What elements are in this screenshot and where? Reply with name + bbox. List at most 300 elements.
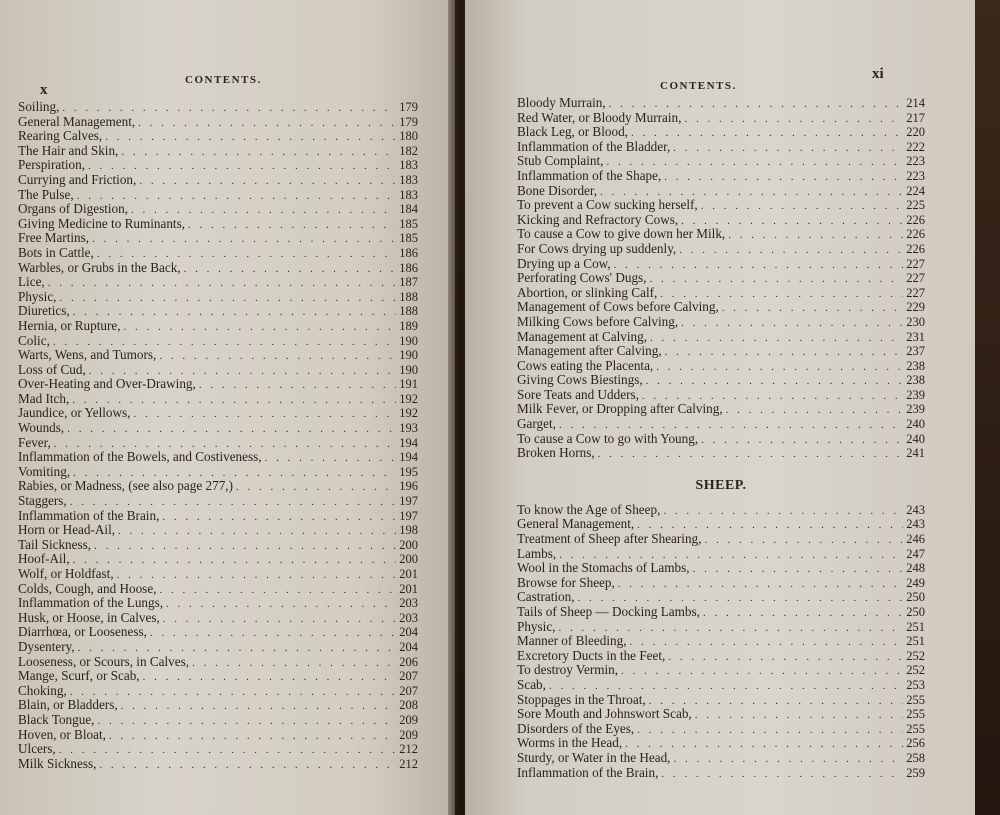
toc-entry-title: Inflammation of the Brain, [517,764,659,780]
toc-entry-page: 197 [399,494,418,509]
toc-entry-title: Diuretics, [18,303,70,319]
toc-entry [18,144,418,159]
toc-entry [18,567,418,582]
toc-entry [517,271,925,286]
toc-entry-title: The Pulse, [18,186,74,202]
dot-leader [118,524,396,539]
toc-entry-title: Fever, [18,434,51,450]
toc-entry [18,582,418,597]
toc-entry-page: 227 [906,285,925,300]
toc-entry-title: Cows eating the Placenta, [517,357,654,373]
toc-entry-title: To cause a Cow to go with Young, [517,430,699,446]
toc-entry-page: 188 [399,304,418,319]
toc-entry [517,213,925,228]
toc-entry-page: 255 [906,692,925,707]
toc-entry-page: 226 [906,212,925,227]
left-running-head: CONTENTS. [185,74,262,86]
toc-entry-page: 201 [399,581,418,596]
toc-entry [18,304,418,319]
toc-entry-page: 208 [399,698,418,713]
dot-leader [99,758,396,773]
toc-entry-page: 226 [906,227,925,242]
toc-entry [517,561,925,576]
dot-leader [681,316,903,331]
toc-entry-page: 225 [906,198,925,213]
toc-entry-title: Red Water, or Bloody Murrain, [517,109,682,125]
toc-entry-page: 185 [399,216,418,231]
toc-entry [517,257,925,272]
toc-entry-title: Black Tongue, [18,711,95,727]
toc-entry-page: 255 [906,707,925,722]
toc-entry [517,184,925,199]
toc-entry-page: 191 [399,377,418,392]
toc-entry [18,202,418,217]
toc-entry-title: Bloody Murrain, [517,95,606,110]
toc-entry-title: Sore Mouth and Johnswort Scab, [517,706,692,722]
toc-entry-page: 250 [906,605,925,619]
toc-entry [517,634,925,649]
toc-entry [517,605,925,620]
toc-entry [517,751,925,766]
toc-entry-title: To prevent a Cow sucking herself, [517,197,698,213]
toc-entry [517,417,925,432]
dot-leader [109,729,396,744]
toc-entry-title: Vomiting, [18,463,71,479]
toc-entry [517,503,925,518]
toc-entry-title: Garget, [517,416,556,432]
toc-entry-title: Manner of Bleeding, [517,633,627,649]
toc-entry [18,115,418,130]
dot-leader [192,656,396,671]
toc-entry-title: General Management, [18,113,136,129]
toc-entry [18,450,418,465]
toc-entry-title: Stoppages in the Throat, [517,691,646,707]
toc-entry [517,242,925,257]
toc-entry [517,125,925,140]
dot-leader [663,504,903,519]
toc-entry-title: Looseness, or Scours, in Calves, [18,653,190,669]
toc-entry-page: 240 [906,431,925,446]
toc-entry-title: To cause a Cow to give down her Milk, [517,226,726,242]
toc-entry-page: 227 [906,256,925,271]
toc-entry [18,596,418,611]
toc-entry-title: Physic, [18,288,57,304]
dot-leader [199,378,396,393]
toc-entry [517,707,925,722]
toc-entry-title: Disorders of the Eyes, [517,720,635,736]
right-page-number: xi [872,66,884,82]
dot-leader [618,577,903,592]
left-page-number: x [40,82,48,98]
dot-leader [73,553,397,568]
toc-entry [517,344,925,359]
toc-entry [18,406,418,421]
toc-entry [18,100,418,115]
toc-entry [517,649,925,664]
toc-entry-title: Hoof-Ail, [18,551,70,567]
toc-entry-page: 196 [399,479,418,494]
dot-leader [70,685,397,700]
toc-entry [517,517,925,532]
toc-entry [517,140,925,155]
toc-entry-title: Blain, or Bladders, [18,697,118,713]
toc-entry-title: Lice, [18,274,45,290]
dot-leader [59,743,397,758]
section-heading-sheep: SHEEP. [695,477,747,493]
toc-entry [18,509,418,524]
toc-entry-title: Loss of Cud, [18,361,86,377]
toc-entry-page: 203 [399,596,418,611]
toc-entry-title: To destroy Vermin, [517,662,619,678]
toc-entry-title: Scab, [517,676,546,692]
toc-entry-page: 186 [399,260,418,275]
dot-leader [67,422,396,437]
toc-entry [517,300,925,315]
dot-leader [621,664,903,679]
toc-entry-title: Ulcers, [18,741,56,757]
toc-entry-page: 185 [399,231,418,246]
toc-entry-title: Jaundice, or Yellows, [18,405,131,421]
toc-entry-page: 207 [399,683,418,698]
toc-entry [517,620,925,635]
toc-entry [517,198,925,213]
toc-entry [517,736,925,751]
toc-entry-title: Bone Disorder, [517,182,598,198]
toc-entry-title: Free Martins, [18,230,90,246]
dot-leader [124,320,397,335]
toc-entry-page: 247 [906,546,925,561]
toc-entry-page: 256 [906,736,925,751]
toc-entry-page: 194 [399,450,418,465]
dot-leader [162,510,396,525]
dot-leader [630,635,904,650]
toc-entry-title: Sturdy, or Water in the Head, [517,749,671,765]
toc-entry [517,315,925,330]
dot-leader [679,243,903,258]
toc-entry-title: Warts, Wens, and Tumors, [18,347,157,363]
toc-entry-page: 222 [906,139,925,154]
left-page [0,0,455,815]
toc-entry-title: Perforating Cows' Dugs, [517,270,647,286]
toc-entry-page: 229 [906,300,925,315]
dot-leader [726,403,904,418]
toc-entry [18,334,418,349]
toc-entry-title: Management of Cows before Calving, [517,299,719,315]
toc-entry [517,678,925,693]
toc-entry-page: 258 [906,750,925,765]
toc-entry-page: 186 [399,245,418,260]
dot-leader [97,714,396,729]
toc-entry-page: 200 [399,537,418,552]
toc-entry-title: Wool in the Stomachs of Lambs, [517,560,690,576]
toc-entry-title: Colic, [18,332,50,348]
toc-entry-page: 220 [906,125,925,140]
toc-entry [18,611,418,626]
toc-entry-page: 243 [906,517,925,532]
toc-entry-page: 188 [399,289,418,304]
dot-leader [138,116,396,131]
toc-entry-page: 209 [399,727,418,742]
toc-entry-title: Rearing Calves, [18,128,103,144]
toc-entry-title: The Hair and Skin, [18,142,119,158]
toc-entry [18,552,418,567]
dot-leader [73,305,397,320]
toc-entry-title: Castration, [517,589,575,605]
toc-entry-page: 190 [399,348,418,363]
toc-entry-title: Tail Sickness, [18,536,92,552]
toc-entry-title: To know the Age of Sheep, [517,501,661,517]
toc-entry-title: Inflammation of the Brain, [18,507,160,523]
toc-entry-page: 217 [906,110,925,125]
toc-entry-title: Black Leg, or Blood, [517,124,628,140]
toc-entry-title: Bots in Cattle, [18,244,94,260]
toc-entry-title: Lambs, [517,545,557,561]
toc-entry [517,590,925,605]
toc-entry-page: 227 [906,271,925,286]
toc-entry-page: 187 [399,275,418,290]
toc-entry-page: 250 [906,590,925,605]
toc-entry [18,523,418,538]
dot-leader [701,199,904,214]
toc-entry-page: 240 [906,417,925,432]
toc-entry-title: Over-Heating and Over-Drawing, [18,376,196,392]
toc-entry-title: Milking Cows before Calving, [517,313,679,329]
dot-leader [650,331,903,346]
toc-entry [517,227,925,242]
toc-entry [18,363,418,378]
toc-entry-page: 182 [399,143,418,158]
toc-entry [18,173,418,188]
toc-entry-title: Mad Itch, [18,390,70,406]
dot-leader [92,232,396,247]
toc-entry-title: Wounds, [18,420,65,436]
toc-entry-title: General Management, [517,516,635,532]
dot-leader [684,112,903,127]
dot-leader [121,145,396,160]
toc-entry-title: Inflammation of the Shape, [517,167,662,183]
right-page [465,0,975,815]
toc-entry [18,728,418,743]
dot-leader [673,141,903,156]
toc-entry-title: Broken Horns, [517,445,595,461]
toc-entry-page: 198 [399,523,418,538]
toc-entry [18,217,418,232]
toc-entry-title: Soiling, [18,99,60,114]
toc-entry-title: Warbles, or Grubs in the Back, [18,259,181,275]
toc-entry-page: 190 [399,333,418,348]
toc-entry-page: 183 [399,158,418,173]
toc-entry-page: 200 [399,552,418,567]
toc-entry-page: 237 [906,344,925,359]
dot-leader [150,626,396,641]
toc-entry-page: 248 [906,561,925,576]
toc-entry-page: 249 [906,575,925,590]
toc-entry-title: Giving Cows Biestings, [517,372,643,388]
dot-leader [598,447,904,462]
toc-entry [517,766,925,781]
dot-leader [166,597,396,612]
toc-entry-title: Milk Fever, or Dropping after Calving, [517,401,723,417]
toc-entry-title: Management after Calving, [517,343,662,359]
dot-leader [668,650,903,665]
section-spacer [517,461,925,469]
toc-entry [18,421,418,436]
toc-entry-title: Rabies, or Madness, (see also page 277,) [18,478,233,494]
toc-entry-page: 223 [906,168,925,183]
toc-entry [517,446,925,461]
toc-entry-title: Inflammation of the Lungs, [18,595,164,611]
toc-entry-page: 192 [399,406,418,421]
toc-entry-page: 255 [906,721,925,736]
toc-entry-title: Horn or Head-Ail, [18,522,116,538]
toc-entry-page: 204 [399,625,418,640]
toc-entry [18,392,418,407]
toc-entry [517,532,925,547]
toc-entry-title: Wolf, or Holdfast, [18,566,114,581]
dot-leader [265,451,397,466]
toc-entry [517,286,925,301]
toc-entry-page: 259 [906,765,925,780]
toc-entry [517,693,925,708]
toc-entry-title: Diarrhœa, or Looseness, [18,624,147,640]
toc-entry [517,547,925,562]
toc-entry-page: 224 [906,183,925,198]
toc-entry-page: 243 [906,502,925,517]
dot-leader [665,345,904,360]
toc-entry-page: 179 [399,100,418,114]
toc-entry-title: Stub Complaint, [517,153,604,169]
toc-entry-title: Tails of Sheep — Docking Lambs, [517,604,700,619]
toc-entry [18,669,418,684]
toc-entry-page: 252 [906,663,925,678]
dot-leader [143,670,397,685]
toc-entry-page: 206 [399,654,418,669]
toc-entry-page: 179 [399,114,418,129]
dot-leader [139,174,396,189]
dot-leader [184,262,397,277]
toc-entry [18,479,418,494]
toc-entry-title: Milk Sickness, [18,755,97,771]
dot-leader [673,752,903,767]
toc-entry-page: 194 [399,435,418,450]
toc-entry [18,538,418,553]
toc-entry-title: Kicking and Refractory Cows, [517,211,679,227]
toc-entry [517,373,925,388]
toc-entry-page: 226 [906,241,925,256]
toc-entry-title: Management at Calving, [517,328,648,344]
toc-entry [18,684,418,699]
toc-entry-page: 192 [399,391,418,406]
toc-entry-title: Hoven, or Bloat, [18,726,106,742]
toc-entry-title: Perspiration, [18,157,86,173]
toc-entry [18,655,418,670]
toc-entry [517,388,925,403]
toc-entry-page: 197 [399,508,418,523]
toc-entry [517,663,925,678]
toc-entry-page: 239 [906,402,925,417]
toc-entry [18,348,418,363]
dot-leader [656,360,903,375]
toc-entry-page: 204 [399,639,418,654]
toc-entry-page: 241 [906,446,925,461]
toc-entry-page: 189 [399,318,418,333]
dot-leader [704,533,903,548]
toc-entry [18,231,418,246]
toc-entry [18,188,418,203]
dot-leader [188,218,396,233]
toc-entry [18,757,418,772]
dot-leader [649,272,903,287]
toc-entry-title: Excretory Ducts in the Feet, [517,647,666,663]
right-toc-list [517,96,925,780]
toc-entry-title: Colds, Cough, and Hoose, [18,580,157,596]
right-running-head: CONTENTS. [660,80,737,92]
dot-leader [661,767,903,782]
toc-entry [18,465,418,480]
dot-leader [163,612,396,627]
toc-entry-page: 238 [906,373,925,388]
toc-entry-title: Worms in the Head, [517,735,623,751]
toc-entry [18,129,418,144]
toc-entry [18,436,418,451]
toc-entry-page: 183 [399,187,418,202]
toc-entry [517,111,925,126]
dot-leader [693,562,904,577]
dot-leader [728,228,903,243]
toc-entry [517,96,925,111]
toc-entry-page: 180 [399,129,418,144]
toc-entry-page: 195 [399,464,418,479]
dot-leader [703,606,903,621]
toc-entry [18,640,418,655]
toc-entry-title: Treatment of Sheep after Shearing, [517,531,702,547]
dot-leader [695,708,904,723]
toc-entry-page: 207 [399,669,418,684]
toc-entry [517,359,925,374]
toc-entry-page: 231 [906,329,925,344]
toc-entry [517,576,925,591]
toc-entry-title: Mange, Scurf, or Scab, [18,668,140,684]
left-toc-list [18,100,418,771]
toc-entry-page: 193 [399,421,418,436]
toc-entry-page: 223 [906,154,925,169]
toc-entry [517,154,925,169]
dot-leader [48,276,397,291]
dot-leader [117,568,397,583]
toc-entry-title: Physic, [517,618,556,634]
toc-entry [517,722,925,737]
toc-entry-page: 246 [906,532,925,547]
toc-entry-title: For Cows drying up suddenly, [517,240,677,256]
toc-entry-title: Giving Medicine to Ruminants, [18,215,186,231]
dot-leader [105,130,396,145]
toc-entry [18,261,418,276]
toc-entry [18,494,418,509]
toc-entry-title: Inflammation of the Bowels, and Costiveness, [18,449,262,465]
dot-leader [631,126,903,141]
dot-leader [94,539,396,554]
toc-entry-page: 190 [399,362,418,377]
toc-entry-page: 212 [399,742,418,757]
toc-entry-title: Husk, or Hoose, in Calves, [18,609,160,625]
toc-entry-title: Staggers, [18,493,67,509]
toc-entry-title: Abortion, or slinking Calf, [517,284,658,300]
toc-entry [18,698,418,713]
toc-entry-page: 251 [906,619,925,634]
dot-leader [614,258,904,273]
toc-entry-title: Dysentery, [18,638,75,654]
toc-entry [18,713,418,728]
